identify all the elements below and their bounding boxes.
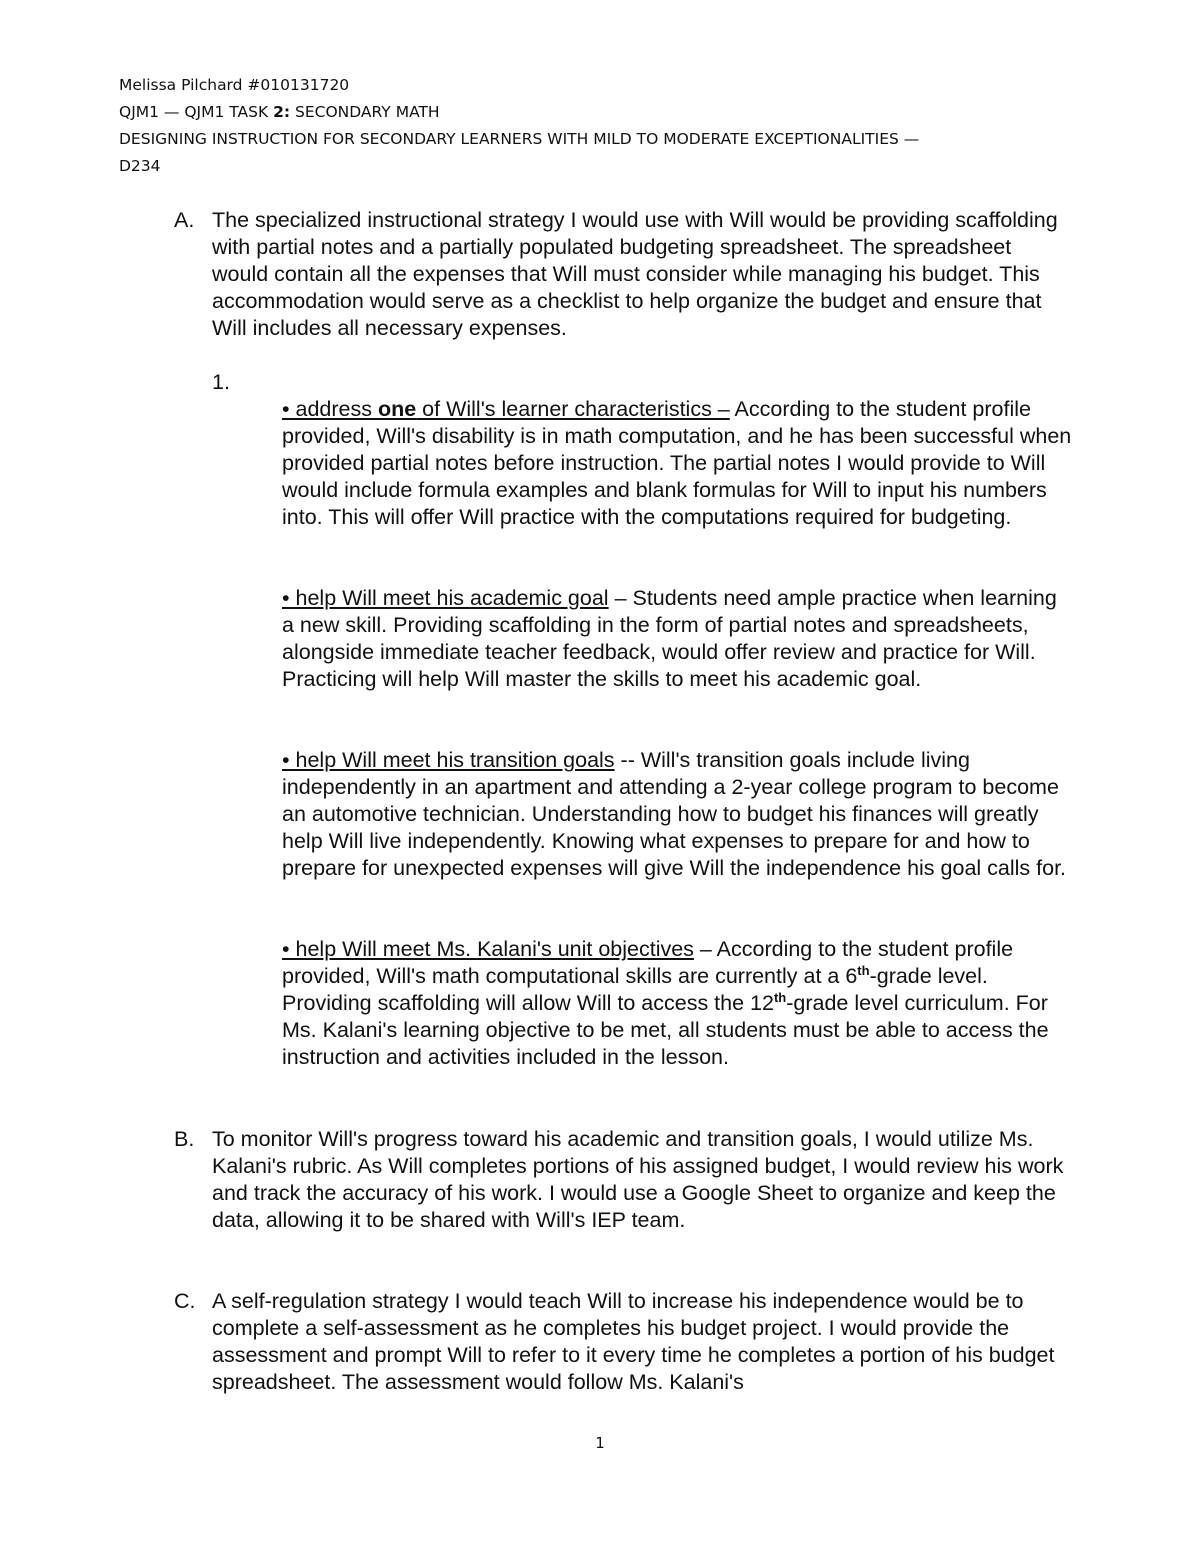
page-number: 1 (595, 1434, 605, 1452)
section-a (174, 207, 1064, 342)
bullet-1-head-bold: one (377, 397, 417, 421)
bullet-4-sup-2: th (773, 990, 787, 1005)
section-c-text: A self-regulation strategy I would teach Will to increase his independence would be to complete a self-assessment as he completes his budget project. I would provide the assessment and prompt Will to refer to it every time he completes a portion of his budget spreadsheet. The assessment would follow Ms. Kalani's (212, 1289, 1055, 1394)
bullet-4-heading: • help Will meet Ms. Kalani's unit objectives (282, 937, 694, 961)
section-b-text: To monitor Will's progress toward his academic and transition goals, I would utilize Ms. Kalani's rubric. As Will completes portions of his assigned budget, I would review his work and track the accuracy of his work. I would use a Google Sheet to organize and keep the data, allowing it to be shared with Will's IEP team. (212, 1127, 1064, 1232)
section-c-label: C. (174, 1289, 196, 1313)
bullet-2-text: – Students need ample practice when learning a new skill. Providing scaffolding in the form of partial notes and spreadsheets, alongside immediate teacher feedback, would offer review and practice for Will. Practicing will help Will master the skills to meet his academic goal. (282, 586, 1057, 691)
bullet-1-text: According to the student profile provided, Will's disability is in math computation, and he has been successful when provided partial notes before instruction. The partial notes I would provide to Will would include formula examples and blank formulas for Will to input his numbers into. This will offer Will practice with the computations required for budgeting. (282, 397, 1072, 529)
document-header (119, 72, 1079, 180)
bullet-1-heading (282, 397, 730, 421)
bullet-4-text-2: -grade level. Providing scaffolding will allow Will to access the 12 (282, 964, 988, 1015)
author-line: Melissa Pilchard #010131720 (119, 76, 350, 94)
bullet-learner-characteristics (282, 396, 1072, 531)
bullet-3-heading: • help Will meet his transition goals (282, 748, 615, 772)
section-b (174, 1126, 1064, 1234)
course-line-2: D234 (119, 157, 161, 175)
section-a-label: A. (174, 208, 195, 232)
bullet-4-text-3: -grade level curriculum. For Ms. Kalani's learning objective to be met, all students must be able to access the instruction and activities included in the lesson. (282, 991, 1049, 1069)
section-c (174, 1288, 1064, 1396)
bullet-academic-goal (282, 585, 1072, 693)
course-line-1: DESIGNING INSTRUCTION FOR SECONDARY LEARNERS WITH MILD TO MODERATE EXCEPTIONALITIES — (119, 130, 920, 148)
task-suffix: SECONDARY MATH (290, 103, 440, 121)
bullet-transition-goals (282, 747, 1072, 882)
task-prefix: QJM1 — QJM1 TASK (119, 103, 274, 121)
bullet-2-heading: • help Will meet his academic goal (282, 586, 609, 610)
bullet-4-sup-1: th (857, 963, 870, 978)
bullet-3-text: -- Will's transition goals include living independently in an apartment and attending a 2-year college program to become an automotive technician. Understanding how to budget his finances will greatly help Will live independently. Knowing what expenses to prepare for and how to prepare for unexpected expenses will give Will the independence his goal calls for. (282, 748, 1067, 880)
bullet-1-head-post: of Will's learner characteristics – (416, 397, 730, 421)
section-b-label: B. (174, 1127, 195, 1151)
item-number: 1. (212, 370, 230, 394)
task-number: 2: (273, 103, 291, 121)
bullet-unit-objectives (282, 936, 1072, 1071)
section-a-text: The specialized instructional strategy I would use with Will would be providing scaffolding with partial notes and a partially populated budgeting spreadsheet. The spreadsheet would contain all the expenses that Will must consider while managing his budget. This accommodation would serve as a checklist to help organize the budget and ensure that Will includes all necessary expenses. (212, 208, 1058, 340)
task-line (119, 99, 1079, 126)
bullet-4-text-1: – According to the student profile provided, Will's math computational skills are currently at a 6 (282, 937, 1014, 988)
bullet-1-head-pre: • address (282, 397, 378, 421)
